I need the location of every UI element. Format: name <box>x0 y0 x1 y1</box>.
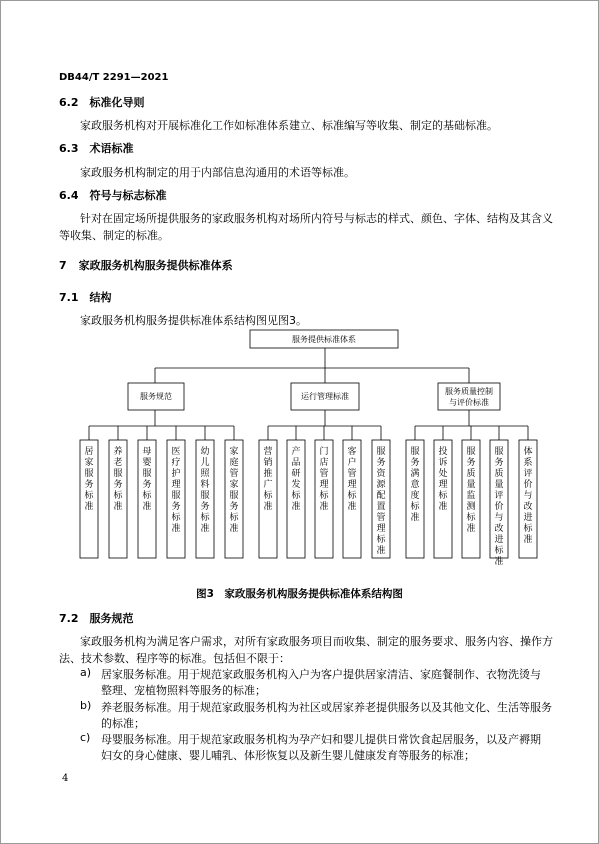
diagram-leaf-label: 医疗护理服务标准 <box>171 447 181 534</box>
diagram-leaf-label: 投诉处理标准 <box>438 447 448 512</box>
diagram-leaf-label: 门店管理标准 <box>319 447 329 512</box>
section-number: 7.1 <box>59 291 79 304</box>
section-7-2-text-line2: 法、技术参数、程序等的标准。包括但不限于： <box>59 652 290 665</box>
diagram-leaf-label: 营销推广标准 <box>263 447 273 512</box>
list-item-marker: c) <box>80 731 91 744</box>
figure-caption: 图3 家政服务机构服务提供标准体系结构图 <box>196 588 403 600</box>
section-number: 7 <box>59 259 67 272</box>
list-item-text-cont: 妇女的身心健康、婴儿哺乳、体形恢复以及新生婴儿健康发育等服务的标准； <box>101 749 475 762</box>
diagram-group-label: 服务规范 <box>140 392 172 401</box>
list-item-text-cont: 的标准； <box>101 717 145 730</box>
list-item-marker: b) <box>80 699 92 712</box>
list-item-text: 居家服务标准。用于规范家政服务机构入户为客户提供居家清洁、家庭餐制作、衣物洗烫与 <box>101 668 541 681</box>
section-title: 家政服务机构服务提供标准体系 <box>78 259 233 272</box>
section-title: 结构 <box>89 291 112 304</box>
section-number: 6.3 <box>59 142 79 155</box>
diagram-leaf-label: 服务质量评价与改进标准 <box>494 447 504 567</box>
page-number: 4 <box>62 773 69 784</box>
diagram-leaf-label: 服务质量监测标准 <box>466 447 476 534</box>
diagram-leaf-label: 幼儿照料服务标准 <box>200 447 210 534</box>
section-7-2-heading <box>59 610 134 626</box>
diagram-leaf-label: 母婴服务标准 <box>142 447 152 512</box>
section-number: 6.2 <box>59 96 79 109</box>
section-title: 符号与标志标准 <box>89 189 167 202</box>
diagram-group-label: 服务质量控制 <box>445 387 493 396</box>
list-item-text: 母婴服务标准。用于规范家政服务机构为孕产妇和婴儿提供日常饮食起居服务，以及产褥期 <box>101 733 541 746</box>
document-number: DB44/T 2291—2021 <box>59 72 169 83</box>
section-number: 7.2 <box>59 612 79 625</box>
diagram-leaf-label: 服务资源配置管理标准 <box>376 447 386 556</box>
section-number: 6.4 <box>59 189 79 202</box>
section-7-1-text: 家政服务机构服务提供标准体系结构图见图3。 <box>80 314 307 327</box>
diagram-group-label: 运行管理标准 <box>301 392 349 401</box>
diagram-leaf-label: 体系评价与改进标准 <box>523 447 533 545</box>
diagram-leaf-label: 客户管理标准 <box>347 447 357 512</box>
section-6-3-text: 家政服务机构制定的用于内部信息沟通用的术语等标准。 <box>80 166 355 179</box>
diagram-leaf-label: 家庭管家服务标准 <box>229 447 239 534</box>
diagram-group-label-line2: 与评价标准 <box>449 398 489 407</box>
diagram-leaf-label: 养老服务标准 <box>113 447 123 512</box>
diagram-leaf-label: 产品研发标准 <box>291 447 301 512</box>
section-6-2-text: 家政服务机构对开展标准化工作如标准体系建立、标准编写等收集、制定的基础标准。 <box>80 119 498 132</box>
section-title: 术语标准 <box>89 142 134 155</box>
section-title: 标准化导则 <box>89 96 145 109</box>
diagram-leaf-label: 居家服务标准 <box>84 447 94 512</box>
list-item-marker: a) <box>80 666 92 679</box>
section-6-4-text-line1: 针对在固定场所提供服务的家政服务机构对场所内符号与标志的样式、颜色、字体、结构及其含义 <box>80 212 553 225</box>
section-7-2-text-line1: 家政服务机构为满足客户需求，对所有家政服务项目而收集、制定的服务要求、服务内容、操作方 <box>80 635 553 648</box>
section-title: 服务规范 <box>89 612 134 625</box>
list-item-text: 养老服务标准。用于规范家政服务机构为社区或居家养老提供服务以及其他文化、生活等服务 <box>101 701 552 714</box>
list-item-text-cont: 整理、宠植物照料等服务的标准； <box>101 684 266 697</box>
section-6-4-text-line2: 等收集、制定的标准。 <box>59 229 169 242</box>
diagram-leaf-label: 服务满意度标准 <box>410 447 420 523</box>
diagram-root-label: 服务提供标准体系 <box>292 335 356 344</box>
